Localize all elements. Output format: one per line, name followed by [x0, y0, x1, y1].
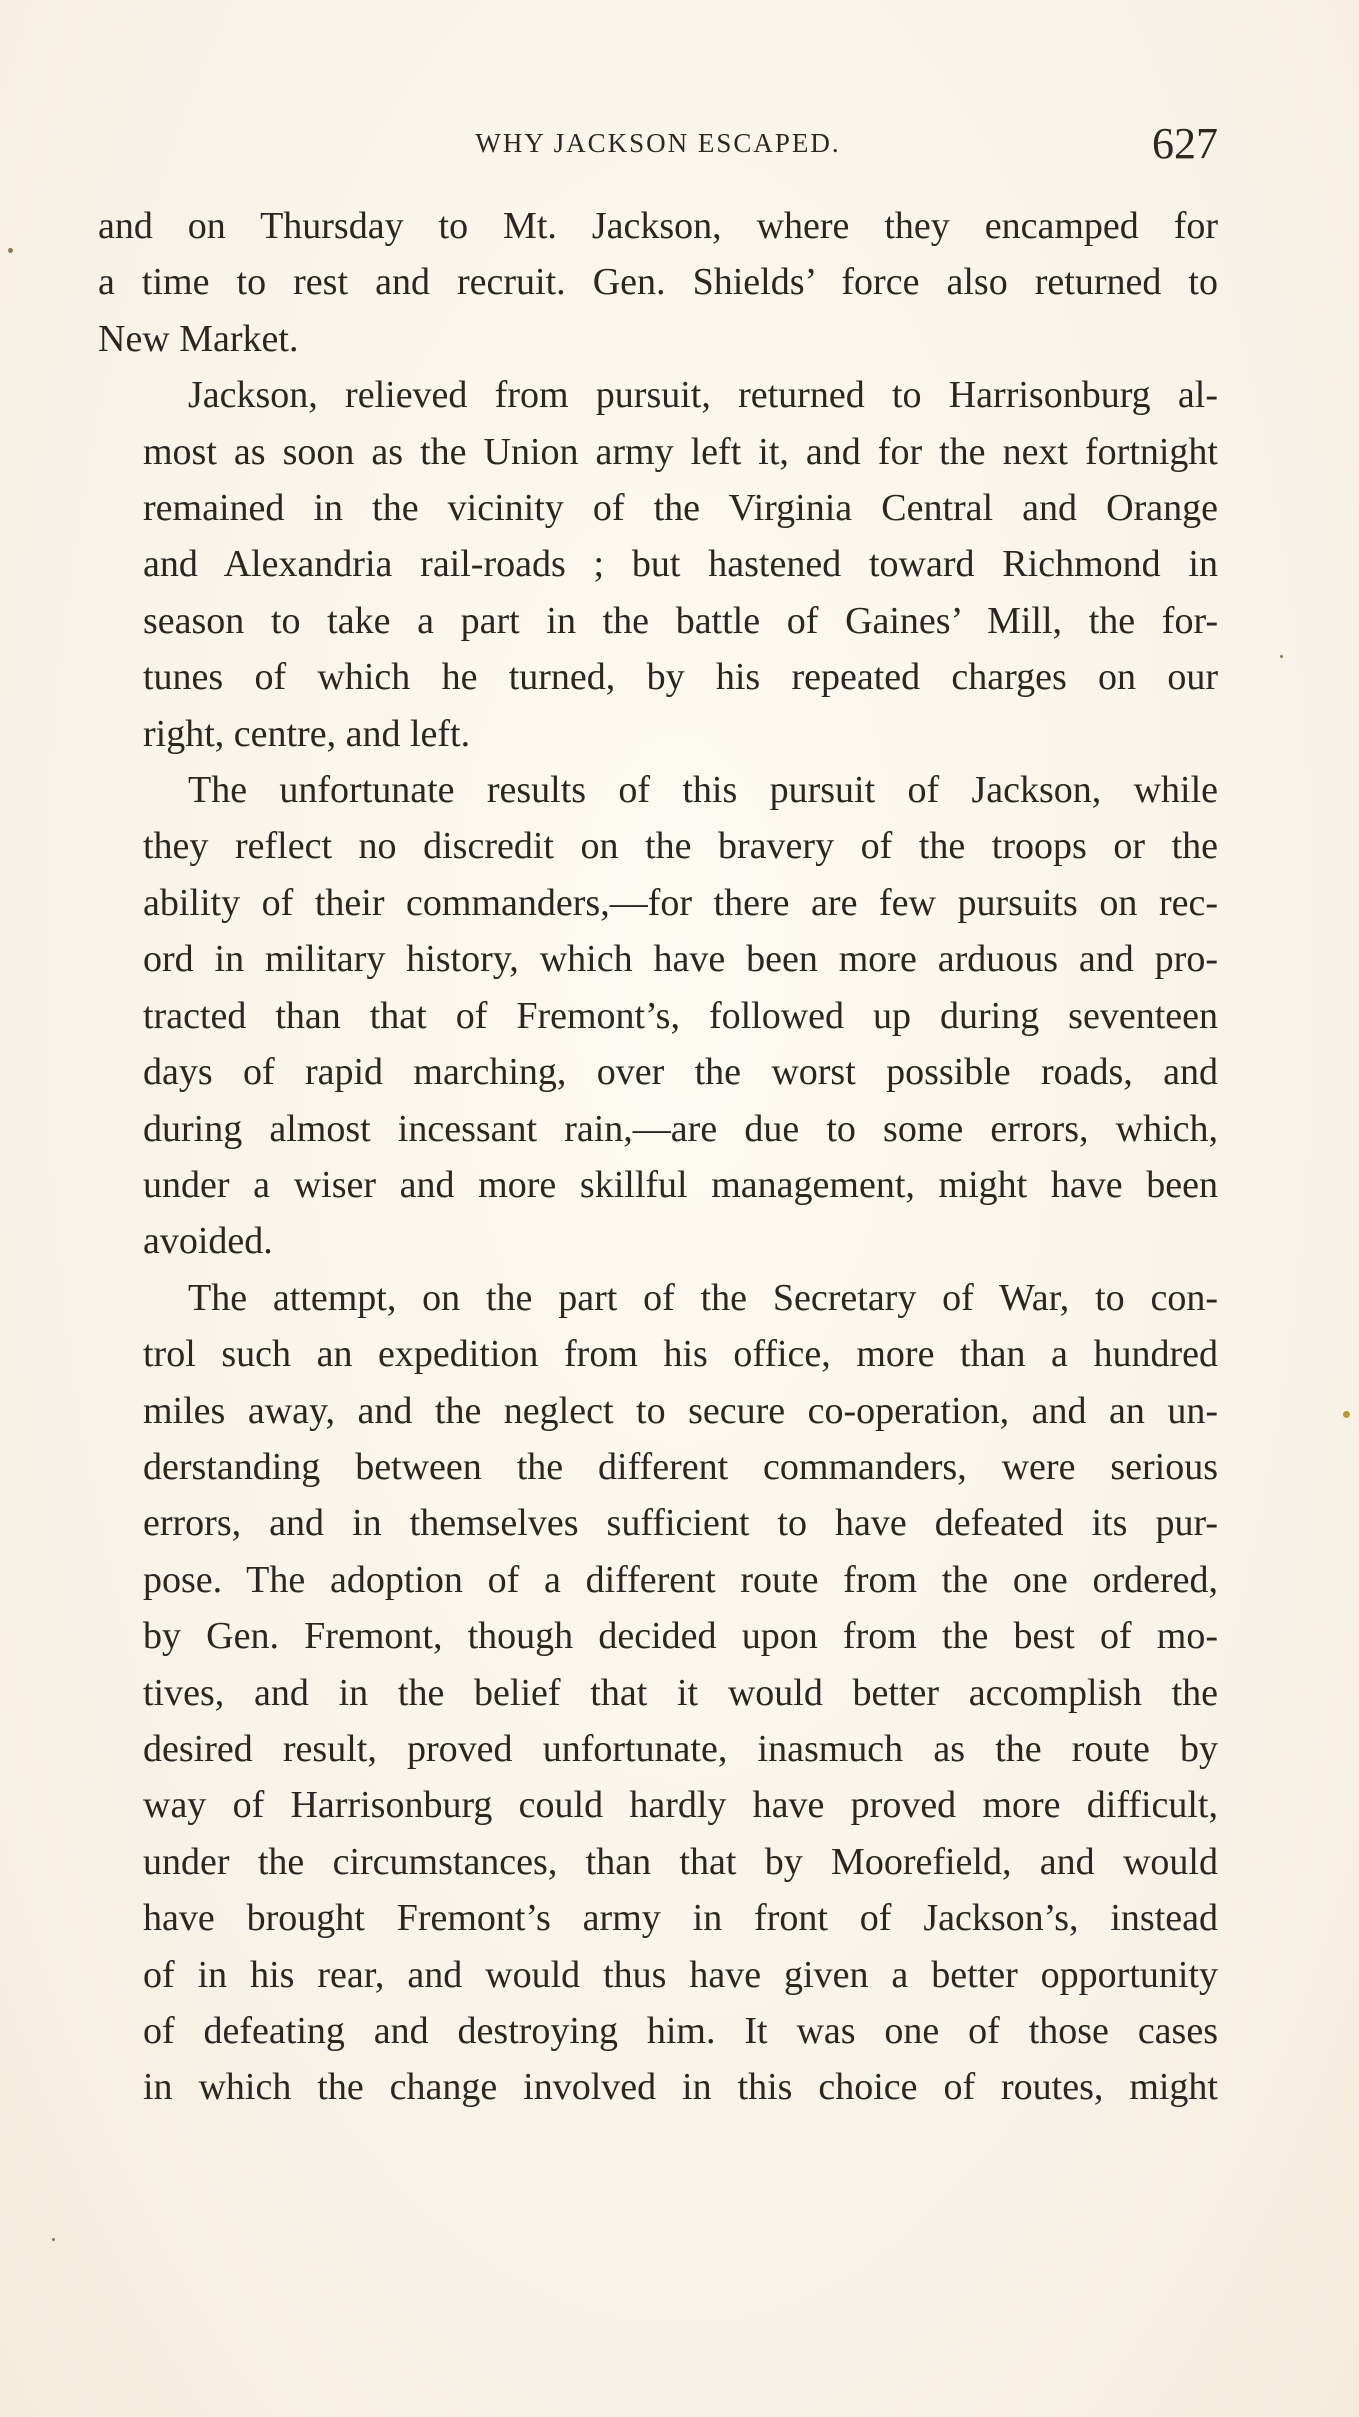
text-line: of defeating and destroying him. It was one of those cases — [143, 2010, 1218, 2052]
text-line: season to take a part in the battle of Gaines’ Mill, the for- — [143, 599, 1218, 642]
paper-speck — [1343, 1411, 1350, 1418]
text-line: ability of their commanders,—for there are few pursuits on rec- — [143, 881, 1218, 924]
text-line: a time to rest and recruit. Gen. Shields’ force also returned to — [98, 261, 1218, 304]
text-line: tracted than that of Fremont’s, followed up during seventeen — [143, 994, 1218, 1037]
text-line: days of rapid marching, over the worst possible roads, and — [143, 1051, 1218, 1094]
text-line: most as soon as the Union army left it, and for the next fortnight — [143, 430, 1218, 473]
text-line: New Market. — [98, 317, 299, 360]
paper-speck — [8, 248, 13, 253]
text-line: of in his rear, and would thus have given a better opportunity — [143, 1953, 1218, 1996]
text-line: during almost incessant rain,—are due to some errors, which, — [143, 1107, 1218, 1150]
running-head — [98, 118, 1218, 170]
text-line: and Alexandria rail-roads ; but hastened toward Richmond in — [143, 543, 1218, 586]
text-line: they reflect no discredit on the bravery of the troops or the — [143, 825, 1218, 868]
text-line: ord in military history, which have been more arduous and pro- — [143, 938, 1218, 981]
text-line: derstanding between the different commanders, were serious — [143, 1445, 1218, 1488]
body-text — [98, 198, 1218, 2116]
running-title: WHY JACKSON ESCAPED. — [475, 128, 841, 158]
text-line: under the circumstances, than that by Moorefield, and would — [143, 1840, 1218, 1883]
paper-speck — [52, 2238, 55, 2241]
text-line: The attempt, on the part of the Secretary of War, to con- — [188, 1276, 1218, 1319]
text-line: trol such an expedition from his office, more than a hundred — [143, 1333, 1218, 1376]
text-line: under a wiser and more skillful management, might have been — [143, 1163, 1218, 1206]
text-line: avoided. — [143, 1220, 273, 1263]
paragraph — [98, 198, 1218, 367]
text-line: tives, and in the belief that it would better accomplish the — [143, 1671, 1218, 1714]
text-line: tunes of which he turned, by his repeated charges on our — [143, 656, 1218, 699]
text-line: desired result, proved unfortunate, inasmuch as the route by — [143, 1727, 1218, 1770]
text-line: in which the change involved in this choice of routes, might — [143, 2066, 1218, 2109]
text-line: The unfortunate results of this pursuit of Jackson, while — [188, 769, 1218, 812]
text-line: miles away, and the neglect to secure co-operation, and an un- — [143, 1389, 1218, 1432]
text-line: right, centre, and left. — [143, 712, 471, 755]
text-line: errors, and in themselves sufficient to have defeated its pur- — [143, 1502, 1218, 1545]
text-line: and on Thursday to Mt. Jackson, where they encamped for — [98, 205, 1218, 247]
paper-speck — [1280, 655, 1283, 658]
page-number: 627 — [1152, 119, 1218, 168]
text-line: remained in the vicinity of the Virginia Central and Orange — [143, 487, 1218, 530]
paragraph — [98, 762, 1218, 1270]
text-line: way of Harrisonburg could hardly have proved more difficult, — [143, 1784, 1218, 1827]
text-line: Jackson, relieved from pursuit, returned to Harrisonburg al- — [188, 374, 1218, 417]
paragraph — [98, 367, 1218, 762]
text-line: have brought Fremont’s army in front of Jackson’s, instead — [143, 1897, 1218, 1940]
paragraph — [98, 1270, 1218, 2116]
text-line: pose. The adoption of a different route from the one ordered, — [143, 1558, 1218, 1601]
text-line: by Gen. Fremont, though decided upon from the best of mo- — [143, 1615, 1218, 1658]
